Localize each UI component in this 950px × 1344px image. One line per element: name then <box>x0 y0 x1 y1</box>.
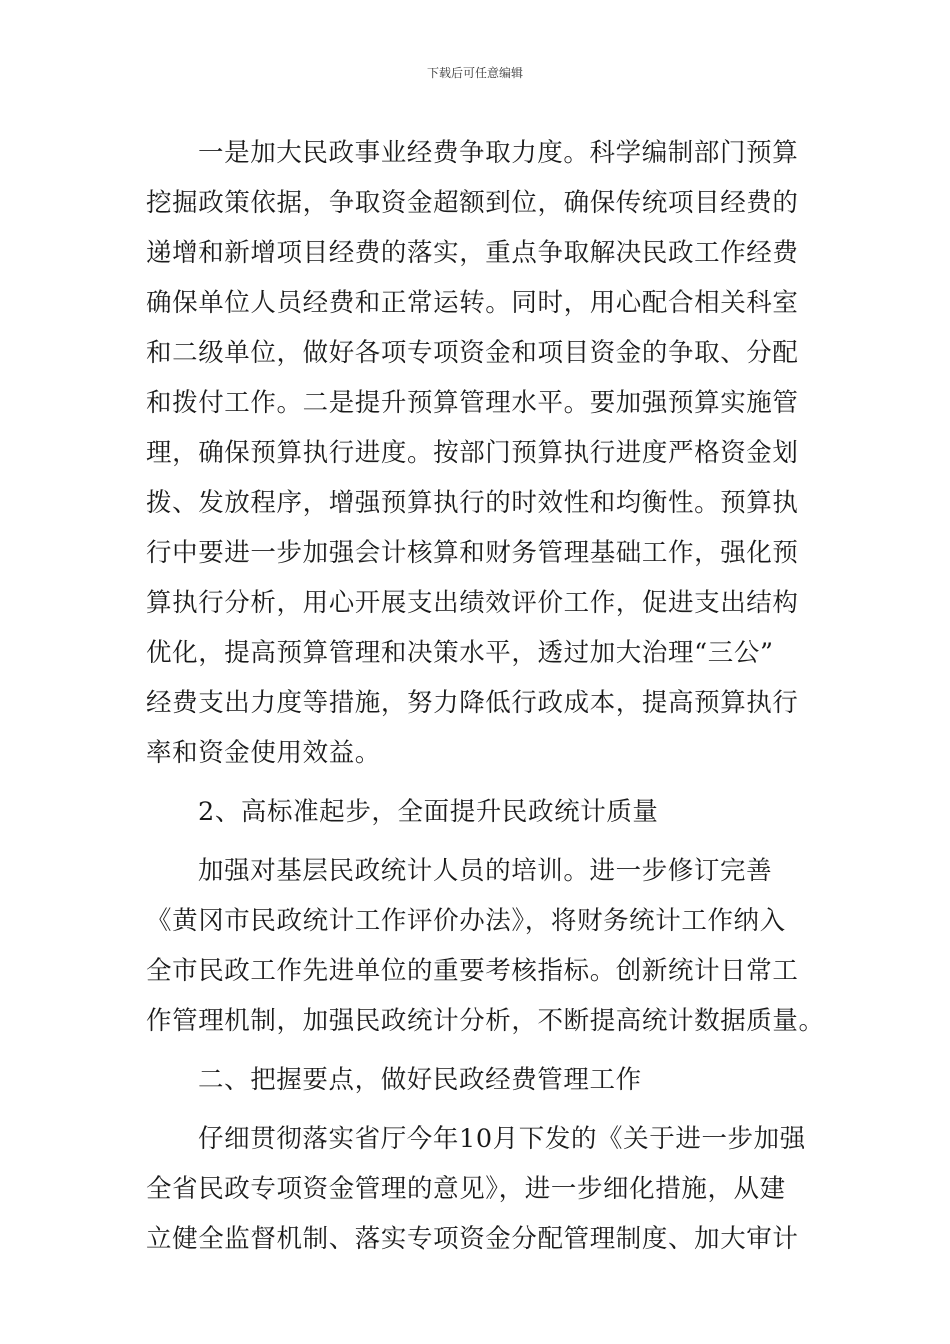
document-body <box>146 128 825 1264</box>
section-heading-fund-management: 二、把握要点，做好民政经费管理工作 <box>198 1065 642 1095</box>
paragraph-line: 和二级单位，做好各项专项资金和项目资金的争取、分配 <box>146 338 799 368</box>
section-heading-statistics: 2、高标准起步，全面提升民政统计质量 <box>198 797 659 827</box>
paragraph-fund-management <box>146 1114 806 1264</box>
paragraph-line: 立健全监督机制、落实专项资金分配管理制度、加大审计 <box>146 1224 799 1254</box>
paragraph-line: 递增和新增项目经费的落实，重点争取解决民政工作经费 <box>146 238 799 268</box>
paragraph-line: 算执行分析，用心开展支出绩效评价工作，促进支出结构 <box>146 588 799 618</box>
paragraph-budget <box>146 128 806 778</box>
paragraph-line: 加强对基层民政统计人员的培训。进一步修订完善 <box>198 856 773 886</box>
paragraph-line: 作管理机制，加强民政统计分析，不断提高统计数据质量。 <box>146 1006 825 1036</box>
paragraph-line: 拨、发放程序，增强预算执行的时效性和均衡性。预算执 <box>146 488 799 518</box>
paragraph-line: 行中要进一步加强会计核算和财务管理基础工作，强化预 <box>146 538 799 568</box>
paragraph-line: 和拨付工作。二是提升预算管理水平。要加强预算实施管 <box>146 388 799 418</box>
paragraph-line: 一是加大民政事业经费争取力度。科学编制部门预算 <box>198 138 799 168</box>
paragraph-line: 挖掘政策依据，争取资金超额到位，确保传统项目经费的 <box>146 188 799 218</box>
paragraph-line: 确保单位人员经费和正常运转。同时，用心配合相关科室 <box>146 288 799 318</box>
paragraph-line: 《黄冈市民政统计工作评价办法》，将财务统计工作纳入 <box>146 906 786 936</box>
paragraph-line: 经费支出力度等措施，努力降低行政成本，提高预算执行 <box>146 688 799 718</box>
paragraph-line: 优化，提高预算管理和决策水平，透过加大治理“三公” <box>146 638 774 668</box>
paragraph-line: 理，确保预算执行进度。按部门预算执行进度严格资金划 <box>146 438 799 468</box>
page-header: 下载后可任意编辑 <box>426 66 523 80</box>
paragraph-line: 率和资金使用效益。 <box>146 738 381 768</box>
paragraph-statistics <box>146 846 825 1046</box>
paragraph-line: 全省民政专项资金管理的意见》，进一步细化措施，从建 <box>146 1174 786 1204</box>
paragraph-line: 仔细贯彻落实省厅今年10月下发的《关于进一步加强 <box>198 1124 806 1154</box>
paragraph-line: 全市民政工作先进单位的重要考核指标。创新统计日常工 <box>146 956 799 986</box>
